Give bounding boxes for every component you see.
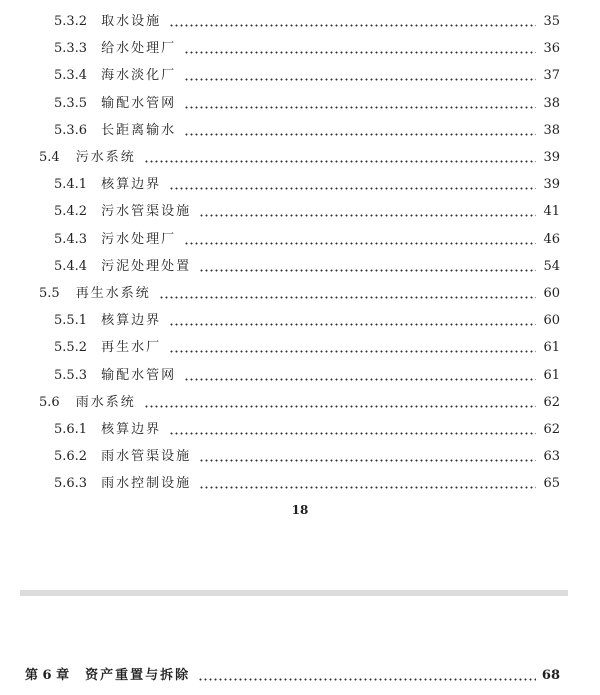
toc-subsection[interactable]: [54, 66, 560, 86]
toc-page: 39: [543, 150, 560, 165]
dot-leader: [184, 66, 536, 86]
dot-leader: [199, 447, 536, 467]
toc-section[interactable]: [39, 148, 560, 168]
toc-title: 雨水管渠设施: [101, 449, 192, 465]
toc-subsection[interactable]: [54, 121, 560, 141]
toc-subsection[interactable]: [54, 12, 560, 32]
toc-title: 海水淡化厂: [101, 68, 177, 84]
toc-number: 5.6: [39, 394, 60, 410]
toc-number: 5.5.1: [54, 313, 88, 329]
toc-page: 46: [543, 231, 560, 247]
dot-leader: [199, 257, 536, 277]
toc-subsection[interactable]: [54, 447, 560, 467]
toc-page: 60: [543, 313, 560, 329]
dot-leader: [199, 202, 536, 222]
toc-title: 长距离输水: [101, 122, 177, 138]
dot-leader: [184, 39, 536, 59]
toc-chapter-6[interactable]: [25, 666, 560, 686]
dot-leader: [144, 148, 536, 168]
toc-subsection[interactable]: [54, 474, 560, 494]
dot-leader: [184, 366, 536, 386]
toc-page: 60: [543, 286, 560, 301]
toc-number: 5.3.6: [54, 122, 88, 138]
toc-subsection[interactable]: [54, 39, 560, 59]
dot-leader: [199, 474, 536, 494]
toc-page: 63: [543, 449, 560, 465]
dot-leader: [159, 284, 536, 304]
toc-number: 5.5.3: [54, 367, 88, 383]
toc-page: 38: [543, 122, 560, 138]
toc-number: 5.4.3: [54, 231, 88, 247]
toc-number: 5.3.4: [54, 68, 88, 84]
toc-subsection[interactable]: [54, 257, 560, 277]
dot-leader: [184, 121, 536, 141]
toc-title: 污泥处理处置: [101, 258, 192, 274]
toc-title: 再生水厂: [101, 340, 162, 356]
dot-leader: [144, 393, 536, 413]
toc-page: 38: [543, 95, 560, 111]
toc-subsection[interactable]: [54, 175, 560, 195]
toc-title: 核算边界: [101, 177, 162, 193]
toc-number: 5.4.2: [54, 204, 88, 220]
toc-title: 核算边界: [101, 313, 162, 329]
dot-leader: [169, 420, 536, 440]
toc-page: 35: [543, 14, 560, 29]
toc-page: 62: [543, 394, 560, 410]
toc-title: 核算边界: [101, 422, 162, 437]
toc-section[interactable]: [39, 393, 560, 413]
toc-page: 37: [543, 68, 560, 84]
toc-title: 雨水控制设施: [101, 476, 192, 492]
toc-number: 5.3.2: [54, 14, 88, 29]
toc-number: 5.5.2: [54, 340, 88, 356]
toc-number: 5.6.2: [54, 449, 88, 465]
dot-leader: [169, 338, 536, 358]
chapter-label: 第 6 章: [25, 668, 70, 683]
toc-title: 输配水管网: [101, 95, 177, 111]
chapter-page: 68: [541, 668, 560, 683]
toc-page: 62: [543, 422, 560, 437]
toc-page: 54: [543, 258, 560, 274]
toc-number: 5.6.1: [54, 422, 88, 437]
toc-section[interactable]: [39, 284, 560, 304]
toc-title: 污水管渠设施: [101, 204, 192, 220]
toc-page: 65: [543, 476, 560, 492]
toc-page: 61: [543, 367, 560, 383]
toc-title: 再生水系统: [75, 286, 151, 301]
toc-number: 5.4.4: [54, 258, 88, 274]
dot-leader: [198, 666, 536, 686]
page-separator: [20, 590, 568, 596]
toc-page: 39: [543, 177, 560, 193]
toc-number: 5.4.1: [54, 177, 88, 193]
toc-number: 5.3.5: [54, 95, 88, 111]
chapter-title: 资产重置与拆除: [85, 668, 191, 683]
toc-subsection[interactable]: [54, 311, 560, 331]
toc-number: 5.5: [39, 286, 60, 301]
toc-number: 5.4: [39, 150, 60, 165]
dot-leader: [184, 94, 536, 114]
toc-title: 输配水管网: [101, 367, 177, 383]
page-number: 18: [291, 503, 309, 517]
toc-number: 5.6.3: [54, 476, 88, 492]
dot-leader: [169, 311, 536, 331]
dot-leader: [169, 12, 536, 32]
toc-subsection[interactable]: [54, 420, 560, 440]
toc-page: 41: [543, 204, 560, 220]
toc-subsection[interactable]: [54, 94, 560, 114]
toc-title: 取水设施: [101, 14, 162, 29]
toc-subsection[interactable]: [54, 202, 560, 222]
dot-leader: [184, 230, 536, 250]
toc-subsection[interactable]: [54, 230, 560, 250]
toc-subsection[interactable]: [54, 366, 560, 386]
toc-title: 污水系统: [75, 150, 136, 165]
toc-page: 61: [543, 340, 560, 356]
toc-title: 污水处理厂: [101, 231, 177, 247]
toc-title: 雨水系统: [75, 394, 136, 410]
toc-title: 给水处理厂: [101, 41, 177, 57]
dot-leader: [169, 175, 536, 195]
toc-number: 5.3.3: [54, 41, 88, 57]
toc-subsection[interactable]: [54, 338, 560, 358]
toc-page: 36: [543, 41, 560, 57]
